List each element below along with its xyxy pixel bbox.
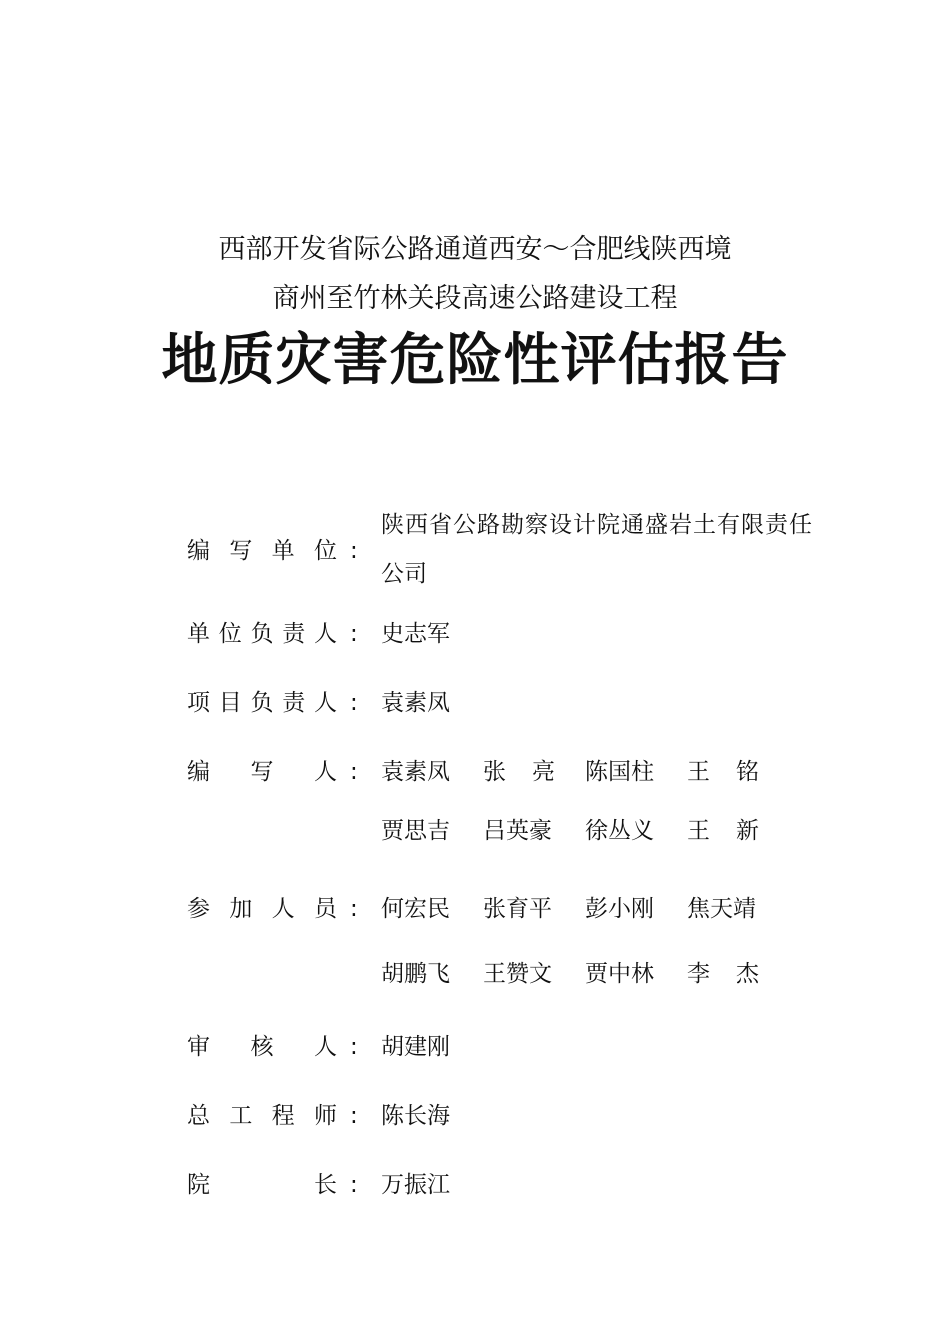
name-char: 王	[687, 759, 710, 785]
director-label	[187, 1174, 337, 1197]
writers-colon: :	[350, 759, 358, 785]
label-char: 负	[250, 690, 274, 716]
label-char: 人	[314, 690, 337, 716]
unit-head-label	[187, 623, 337, 646]
label-char: 参	[187, 896, 210, 922]
name-char: 亮	[532, 759, 555, 785]
person-name: 王赞文	[483, 961, 552, 987]
label-char: 责	[282, 621, 306, 647]
name-char: 杰	[736, 961, 759, 987]
reviewer-colon: :	[350, 1034, 358, 1060]
director-value: 万振江	[381, 1172, 450, 1198]
label-char: 审	[187, 1034, 210, 1060]
reviewer-value: 胡建刚	[381, 1034, 450, 1060]
writing-unit-colon: :	[350, 538, 358, 564]
participants-colon: :	[350, 896, 358, 922]
person-name: 徐丛义	[585, 818, 654, 844]
person-name: 袁素凤	[381, 759, 450, 785]
writing-unit-value-line-2: 公司	[381, 561, 427, 587]
person-name: 贾思吉	[381, 818, 450, 844]
label-char: 目	[218, 690, 242, 716]
label-char: 位	[313, 538, 337, 564]
label-char: 单	[271, 538, 295, 564]
participants-label	[187, 898, 337, 921]
label-char: 单	[187, 621, 210, 647]
person-name: 何宏民	[381, 896, 450, 922]
label-char: 项	[187, 690, 210, 716]
person-name: 吕英豪	[483, 818, 552, 844]
subtitle-line-1: 西部开发省际公路通道西安～合肥线陕西境	[218, 234, 732, 265]
unit-head-colon: :	[350, 621, 358, 647]
label-char: 师	[313, 1103, 337, 1129]
subtitle-line-2: 商州至竹林关段高速公路建设工程	[272, 283, 678, 314]
project-head-colon: :	[350, 690, 358, 716]
writers-label	[187, 761, 337, 784]
label-char: 位	[218, 621, 242, 647]
label-char: 负	[250, 621, 274, 647]
label-char: 编	[187, 538, 210, 564]
label-char: 程	[271, 1103, 295, 1129]
label-char: 人	[314, 621, 337, 647]
person-name: 贾中林	[585, 961, 654, 987]
label-char: 核	[250, 1034, 274, 1060]
name-char: 张	[483, 759, 506, 785]
label-char: 人	[314, 1034, 337, 1060]
person-name: 张育平	[483, 896, 552, 922]
director-colon: :	[350, 1172, 358, 1198]
reviewer-label	[187, 1036, 337, 1059]
label-char: 编	[187, 759, 210, 785]
label-char: 人	[271, 896, 295, 922]
label-char: 工	[229, 1103, 253, 1129]
person-name: 焦天靖	[687, 896, 756, 922]
participants-row-2	[381, 963, 789, 986]
name-char: 李	[687, 961, 710, 987]
chief-engineer-value: 陈长海	[381, 1103, 450, 1129]
report-title: 地质灾害危险性评估报告	[161, 328, 789, 393]
person-name	[483, 761, 555, 784]
person-name: 胡鹏飞	[381, 961, 450, 987]
chief-engineer-colon: :	[350, 1103, 358, 1129]
writers-row-2	[381, 820, 789, 843]
name-char: 王	[687, 818, 710, 844]
writing-unit-label	[187, 540, 337, 563]
label-char: 责	[282, 690, 306, 716]
writing-unit-value-line-1: 陕西省公路勘察设计院通盛岩土有限责任	[381, 512, 813, 538]
name-char: 新	[736, 818, 759, 844]
label-char: 院	[187, 1172, 210, 1198]
label-char: 人	[314, 759, 337, 785]
unit-head-value: 史志军	[381, 621, 450, 647]
person-name: 彭小刚	[585, 896, 654, 922]
person-name	[687, 761, 759, 784]
label-char: 总	[187, 1103, 210, 1129]
chief-engineer-label	[187, 1105, 337, 1128]
person-name	[687, 963, 759, 986]
person-name	[687, 820, 759, 843]
person-name: 陈国柱	[585, 759, 654, 785]
label-char: 加	[229, 896, 253, 922]
project-head-label	[187, 692, 337, 715]
project-head-value: 袁素凤	[381, 690, 450, 716]
label-char: 写	[250, 759, 274, 785]
participants-row-1	[381, 898, 789, 921]
label-char: 写	[229, 538, 253, 564]
label-char: 员	[313, 896, 337, 922]
writers-row-1	[381, 761, 789, 784]
name-char: 铭	[736, 759, 759, 785]
label-char: 长	[314, 1172, 337, 1198]
